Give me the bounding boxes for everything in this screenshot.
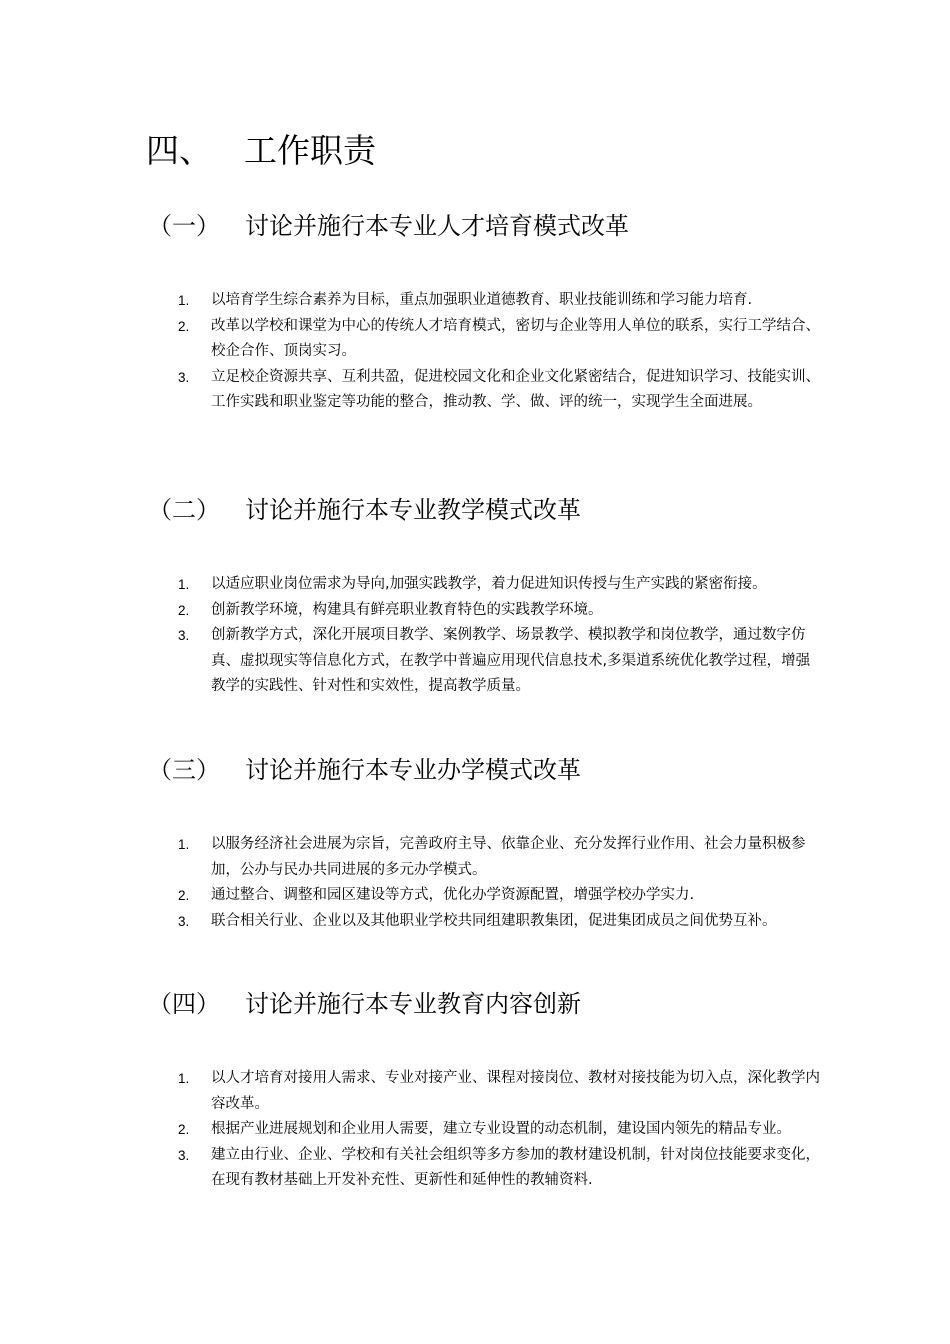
numbered-list — [148, 572, 828, 700]
section-title: 讨论并施行本专业办学模式改革 — [245, 756, 581, 784]
list-item — [148, 909, 821, 935]
list-item — [148, 598, 821, 624]
list-item — [148, 314, 821, 365]
list-item-number: 2. — [178, 1122, 190, 1137]
list-item-number: 3. — [178, 913, 190, 929]
numbered-list — [148, 1066, 828, 1194]
list-item-text: 根据产业进展规划和企业用人需要，建立专业设置的动态机制，建设国内领先的精品专业。 — [211, 1121, 791, 1137]
section-number: （二） — [148, 496, 220, 524]
section-3 — [148, 750, 848, 929]
section-heading — [148, 490, 848, 530]
list-item — [148, 1143, 821, 1194]
list-item-text: 通过整合、调整和园区建设等方式，优化办学资源配置，增强学校办学实力. — [211, 887, 695, 903]
list-item — [148, 623, 821, 700]
list-item-text: 以培育学生综合素养为目标，重点加强职业道德教育、职业技能训练和学习能力培育. — [211, 292, 753, 308]
section-heading — [148, 984, 848, 1024]
list-item-text: 创新教学环境，构建具有鲜亮职业教育特色的实践教学环境。 — [211, 601, 603, 618]
list-item-text: 建立由行业、企业、学校和有关社会组织等多方参加的教材建设机制，针对岗位技能要求变化，在现有教材基础上开发补充性、更新性和延伸性的教辅资料. — [211, 1146, 820, 1188]
section-number: （四） — [148, 990, 220, 1018]
list-item-text: 立足校企资源共享、互利共盈，促进校园文化和企业文化紧密结合，促进知识学习、技能实训、工作实践和职业鉴定等功能的整合，推动教、学、做、评的统一，实现学生全面进展。 — [211, 368, 820, 410]
section-1 — [148, 206, 848, 410]
list-item-number: 1. — [178, 837, 190, 852]
chapter-title: 工作职责 — [244, 131, 376, 170]
list-item — [148, 365, 821, 416]
section-heading — [148, 206, 848, 246]
chapter-number: 四、 — [146, 131, 212, 170]
section-heading — [148, 750, 848, 790]
list-item-number: 3. — [178, 369, 190, 385]
list-item-number: 2. — [178, 602, 190, 618]
numbered-list — [148, 832, 828, 934]
list-item-text: 以人才培育对接用人需求、专业对接产业、课程对接岗位、教材对接技能为切入点，深化教学内容改革。 — [211, 1070, 820, 1112]
list-item — [148, 288, 821, 314]
list-item — [148, 1066, 821, 1117]
list-item-number: 3. — [178, 628, 190, 643]
list-item-text: 改革以学校和课堂为中心的传统人才培育模式，密切与企业等用人单位的联系，实行工学结合、校企合作、顶岗实习。 — [211, 317, 820, 359]
section-number: （一） — [148, 212, 220, 240]
list-item-number: 3. — [178, 1147, 190, 1163]
numbered-list — [148, 288, 828, 416]
list-item-text: 以适应职业岗位需求为导向,加强实践教学，着力促进知识传授与生产实践的紧密衔接。 — [211, 576, 767, 592]
section-title: 讨论并施行本专业人才培育模式改革 — [245, 212, 629, 240]
list-item-text: 联合相关行业、企业以及其他职业学校共同组建职教集团，促进集团成员之间优势互补。 — [211, 912, 777, 929]
section-title: 讨论并施行本专业教学模式改革 — [245, 496, 581, 524]
list-item-number: 2. — [178, 318, 190, 334]
list-item — [148, 832, 821, 883]
section-2 — [148, 490, 848, 694]
list-item-text: 以服务经济社会进展为宗旨，完善政府主导、依靠企业、充分发挥行业作用、社会力量积极参加，公办与民办共同进展的多元办学模式。 — [211, 836, 806, 878]
list-item-number: 1. — [178, 1071, 190, 1086]
list-item-number: 1. — [178, 293, 190, 308]
list-item — [148, 883, 821, 909]
list-item-text: 创新教学方式，深化开展项目教学、案例教学、场景教学、模拟教学和岗位教学，通过数字仿真、虚拟现实等信息化方式，在教学中普遍应用现代信息技术,多渠道系统优化教学过程，增强教学的实践性、针对性和实效性，提高教学质量。 — [211, 627, 811, 694]
list-item — [148, 1117, 821, 1143]
section-4 — [148, 984, 848, 1188]
list-item — [148, 572, 821, 598]
section-number: （三） — [148, 756, 220, 784]
list-item-number: 2. — [178, 888, 190, 903]
section-title: 讨论并施行本专业教育内容创新 — [245, 990, 581, 1018]
list-item-number: 1. — [178, 577, 190, 592]
